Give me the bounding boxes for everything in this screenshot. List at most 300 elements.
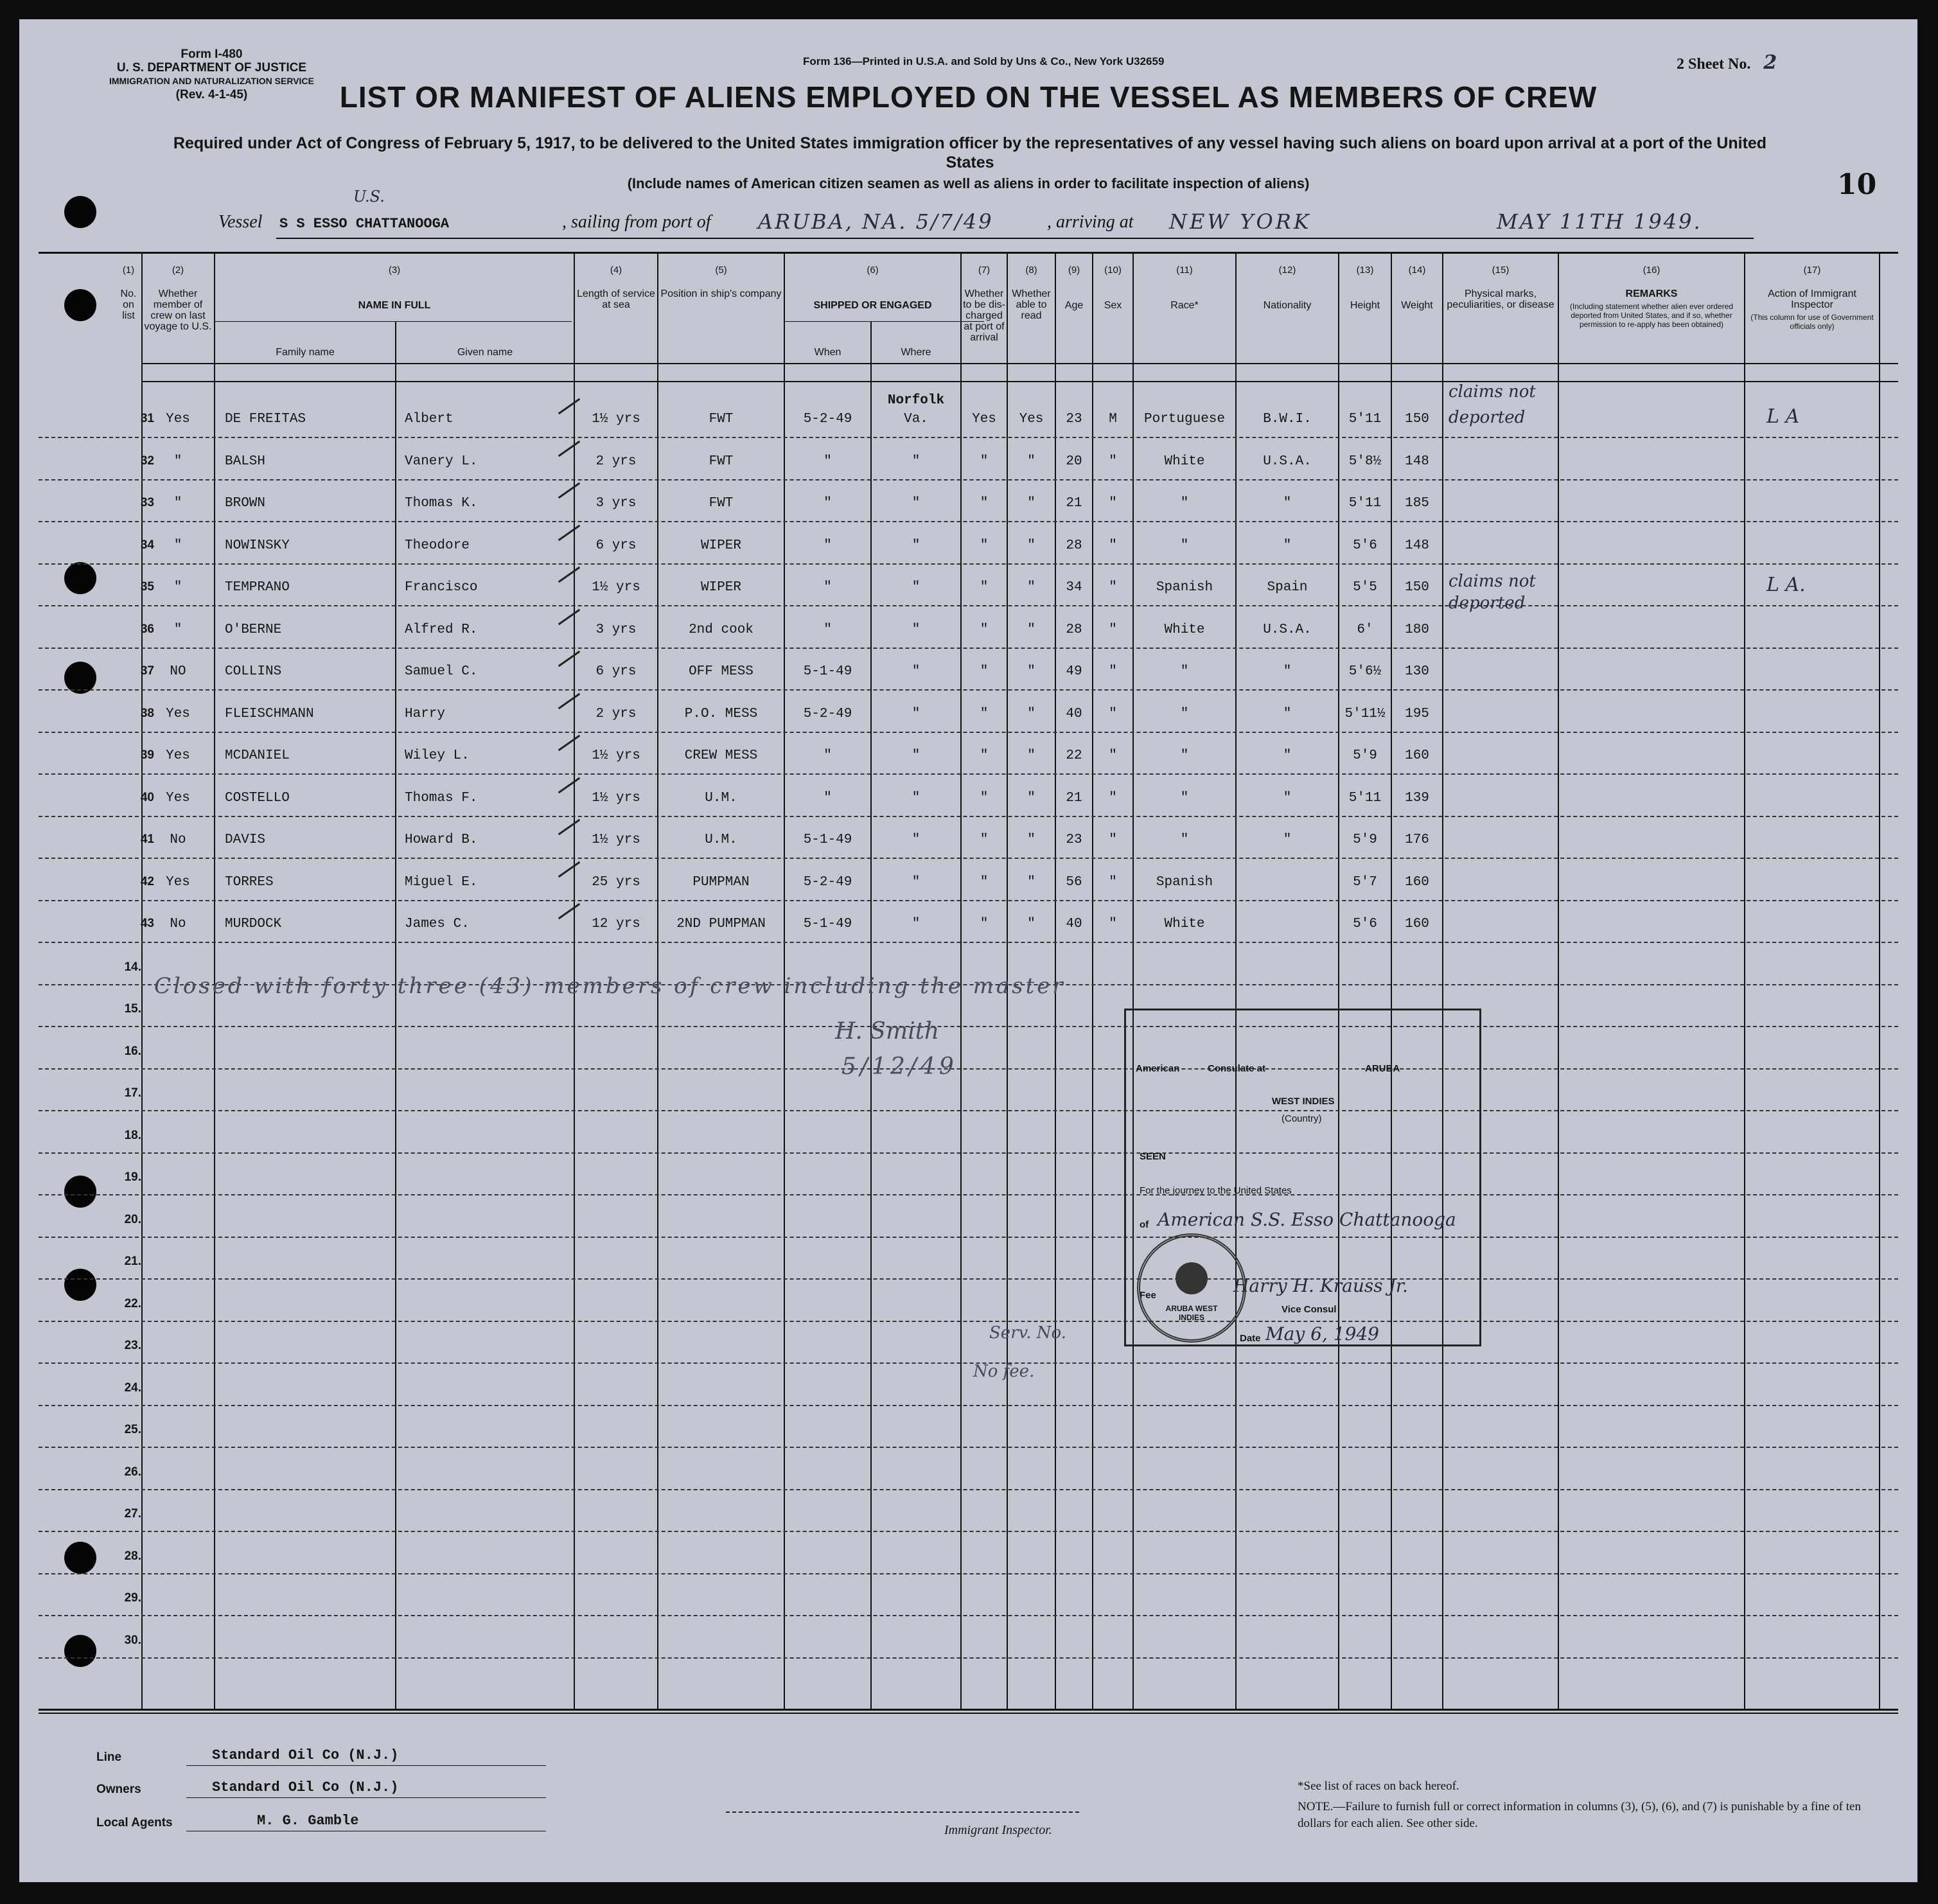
col-rule [1879, 252, 1880, 1710]
col-header-15: (15) Physical marks, peculiarities, or disease [1447, 265, 1555, 310]
printer-note: Form 136—Printed in U.S.A. and Sold by Uns & Co., New York U32659 [803, 55, 1165, 67]
cell-sex: " [1109, 790, 1117, 806]
cell-position: CREW MESS [684, 748, 758, 763]
cell-age: 21 [1066, 496, 1082, 511]
cell-when: " [824, 580, 832, 595]
row-rule [39, 479, 1898, 480]
owners-underline [186, 1797, 546, 1798]
cell-height: 5'5 [1353, 580, 1377, 595]
cell-position: PUMPMAN [692, 874, 750, 890]
cell-height: 5'11 [1348, 790, 1382, 806]
sailing-label: , sailing from port of [562, 212, 711, 232]
agents-label: Local Agents [96, 1816, 173, 1829]
cell-no: 31 [140, 412, 154, 425]
cell-where: " [912, 580, 921, 595]
col-header-1: (1) No. on list [120, 265, 137, 321]
agents-value: M. G. Gamble [257, 1813, 359, 1829]
row-rule [39, 605, 1898, 606]
cell-age: 40 [1066, 706, 1082, 721]
cell-read: Yes [1019, 412, 1044, 427]
cell-family: NOWINSKY [225, 538, 290, 553]
cell-sex: " [1109, 874, 1117, 890]
cell-race: " [1180, 664, 1189, 679]
cell-where: " [912, 833, 921, 847]
cell-nationality: U.S.A. [1263, 622, 1312, 637]
cell-given: Vanery L. [405, 454, 478, 469]
punch-hole [64, 1176, 96, 1208]
inspector-signature-line [726, 1811, 1079, 1813]
row-rule [39, 1657, 1898, 1659]
cell-where: " [912, 622, 921, 637]
vessel-annotation: U.S. [353, 188, 385, 206]
cell-prev: NO [170, 664, 186, 679]
cell-when: 5-2-49 [803, 412, 852, 427]
col-rule [1744, 252, 1745, 1710]
cell-given: Alfred R. [405, 622, 478, 637]
row-rule [39, 563, 1898, 565]
cell-discharged: " [980, 706, 989, 721]
cell-where: " [912, 917, 921, 931]
cell-discharged: " [980, 454, 989, 469]
cell-family: COSTELLO [225, 790, 290, 806]
row-rule [39, 648, 1898, 649]
cell-race: " [1180, 748, 1189, 763]
races-note: *See list of races on back hereof. [1298, 1779, 1459, 1793]
stamp-consulate-mid: Consulate at [1208, 1063, 1266, 1074]
cell-age: 22 [1066, 748, 1082, 763]
cell-given: Thomas K. [405, 496, 478, 511]
cell-age: 23 [1066, 412, 1082, 427]
cell-when: " [824, 622, 832, 637]
col-rule [1558, 252, 1559, 1710]
cell-read: " [1027, 706, 1035, 721]
vessel-name: S S ESSO CHATTANOOGA [279, 216, 450, 232]
empty-row-number: 15. [124, 1002, 141, 1016]
row-rule [39, 1531, 1898, 1532]
cell-read: " [1027, 664, 1035, 679]
stamp-journey: For the journey to the United States [1140, 1185, 1292, 1196]
cell-given: Thomas F. [405, 790, 478, 806]
col-rule [395, 321, 396, 1710]
signature-date: 5/12/49 [841, 1053, 958, 1080]
row-rule [39, 942, 1898, 943]
cell-age: 49 [1066, 664, 1082, 679]
col-header-4: (4) Length of service at sea [577, 265, 655, 310]
cell-position: WIPER [700, 580, 741, 595]
cell-discharged: " [980, 790, 989, 806]
cell-no: 37 [140, 664, 154, 678]
cell-weight: 150 [1405, 580, 1429, 595]
cell-discharged: " [980, 538, 989, 553]
cell-position: P.O. MESS [684, 706, 758, 721]
col-rule [1391, 252, 1392, 1710]
stamp-consulate-place: ARUBA [1365, 1063, 1400, 1074]
cell-no: 40 [140, 790, 154, 804]
col-rule [870, 321, 872, 1710]
cell-read: " [1027, 580, 1035, 595]
row-rule [39, 900, 1898, 901]
cell-given: Howard B. [405, 833, 478, 847]
consular-seal [1137, 1233, 1246, 1343]
stamp-fee-label: Fee [1140, 1290, 1156, 1301]
cell-where: " [912, 538, 921, 553]
stamp-officer: Vice Consul [1282, 1304, 1337, 1315]
cell-position: U.M. [705, 790, 737, 806]
cell-weight: 139 [1405, 790, 1429, 806]
cell-family: FLEISCHMANN [225, 706, 314, 721]
cell-height: 5'6 [1353, 538, 1377, 553]
cell-discharged: " [980, 874, 989, 890]
subtitle: Required under Act of Congress of February 5, 1917, to be delivered to the United States immigration officer by the representatives of any vessel having such aliens on board upon arrival at a port of the United States [173, 134, 1767, 172]
cell-where: " [912, 706, 921, 721]
cell-discharged: Yes [972, 412, 996, 427]
empty-row-number: 14. [124, 960, 141, 974]
cell-height: 5'11½ [1344, 706, 1386, 721]
cell-given: Theodore [405, 538, 470, 553]
stamp-date: May 6, 1949 [1265, 1323, 1379, 1344]
cell-race: Portuguese [1143, 412, 1226, 427]
row-rule [39, 816, 1898, 817]
cell-nationality: " [1283, 538, 1292, 553]
cell-no: 34 [140, 538, 154, 552]
cell-prev: Yes [166, 748, 190, 763]
table-bottom-rule-2 [39, 1713, 1898, 1714]
cell-age: 56 [1066, 874, 1082, 890]
cell-read: " [1027, 917, 1035, 931]
col-header-10: (10) Sex [1104, 265, 1122, 311]
cell-discharged: " [980, 748, 989, 763]
cell-weight: 130 [1405, 664, 1429, 679]
empty-row-number: 16. [124, 1044, 141, 1058]
col-header-9: (9) Age [1064, 265, 1084, 311]
cell-given: Samuel C. [405, 664, 478, 679]
cell-when: 5-1-49 [803, 833, 852, 847]
cell-height: 5'11 [1348, 412, 1382, 427]
cell-prev: Yes [166, 412, 190, 427]
cell-height: 6' [1357, 622, 1373, 637]
page-title: LIST OR MANIFEST OF ALIENS EMPLOYED ON THE VESSEL AS MEMBERS OF CREW [339, 80, 1598, 114]
cell-prev: Yes [166, 706, 190, 721]
empty-row-number: 25. [124, 1423, 141, 1436]
header-rule-2 [141, 381, 1898, 382]
cell-no: 39 [140, 748, 154, 762]
line-label: Line [96, 1750, 122, 1764]
row-rule [39, 1110, 1898, 1111]
cell-nationality: B.W.I. [1263, 412, 1312, 427]
cell-sex: " [1109, 454, 1117, 469]
row-rule [39, 1362, 1898, 1364]
cell-discharged: " [980, 917, 989, 931]
punch-hole [64, 1635, 96, 1667]
empty-row-number: 23. [124, 1339, 141, 1352]
cell-nationality: " [1283, 706, 1292, 721]
line-value: Standard Oil Co (N.J.) [212, 1747, 399, 1763]
row-rule [39, 1237, 1898, 1238]
cell-prev: " [173, 538, 182, 553]
cell-prev: Yes [166, 874, 190, 890]
cell-sex: " [1109, 833, 1117, 847]
empty-row-number: 21. [124, 1255, 141, 1268]
cell-prev: " [173, 622, 182, 637]
col-header-7: (7) Whether to be dis-charged at port of arrival [963, 265, 1005, 343]
cell-given: Harry [405, 706, 446, 721]
row-rule [39, 1447, 1898, 1448]
cell-action: L A [1766, 405, 1800, 428]
cell-when: 5-1-49 [803, 917, 852, 931]
cell-no: 36 [140, 622, 154, 636]
empty-row-number: 19. [124, 1170, 141, 1184]
cell-position: FWT [709, 496, 734, 511]
col-header-14: (14) Weight [1401, 265, 1433, 311]
punch-hole [64, 562, 96, 594]
cell-height: 5'8½ [1348, 454, 1382, 469]
cell-nationality: Spain [1267, 580, 1308, 595]
cell-discharged: " [980, 664, 989, 679]
cell-height: 5'9 [1353, 748, 1377, 763]
cell-family: BALSH [225, 454, 266, 469]
cell-where: " [912, 496, 921, 511]
cell-where: " [912, 874, 921, 890]
cell-given: James C. [405, 917, 470, 931]
cell-position: 2nd cook [689, 622, 753, 637]
col-header-5: (5) Position in ship's company [660, 265, 782, 299]
row-rule [39, 773, 1898, 775]
cell-when: " [824, 496, 832, 511]
cell-given: Albert [405, 412, 454, 427]
vessel-label: Vessel [218, 212, 263, 232]
cell-position: 2ND PUMPMAN [676, 917, 766, 931]
empty-row-number: 28. [124, 1549, 141, 1563]
cell-family: BROWN [225, 496, 266, 511]
cell-service: 1½ yrs [592, 412, 640, 427]
stamp-consulate-left: American [1136, 1063, 1180, 1074]
cell-race: White [1164, 454, 1205, 469]
cell-race: " [1180, 790, 1189, 806]
cell-family: MURDOCK [225, 917, 282, 931]
vessel-underline [276, 238, 1754, 239]
cell-service: 3 yrs [595, 622, 637, 637]
cell-height: 5'6 [1353, 917, 1377, 931]
empty-row-number: 20. [124, 1212, 141, 1226]
sheet-value: 2 [1763, 51, 1777, 74]
cell-no: 35 [140, 580, 154, 594]
cell-given: Wiley L. [405, 748, 470, 763]
empty-row-number: 18. [124, 1128, 141, 1142]
cell-sex: " [1109, 538, 1117, 553]
cell-prev: " [173, 580, 182, 595]
cell-no: 43 [140, 917, 154, 930]
inspector-label: Immigrant Inspector. [944, 1823, 1052, 1837]
cell-race: " [1180, 538, 1189, 553]
cell-prev: Yes [166, 790, 190, 806]
cell-no: 38 [140, 706, 154, 720]
col-header-3: (3) NAME IN FULL [358, 265, 431, 311]
cell-nationality: " [1283, 833, 1292, 847]
cell-family: COLLINS [225, 664, 282, 679]
cell-weight: 160 [1405, 874, 1429, 890]
punch-hole [64, 196, 96, 228]
cell-height: 5'9 [1353, 833, 1377, 847]
cell-when: " [824, 454, 832, 469]
cell-service: 25 yrs [592, 874, 640, 890]
cell-weight: 148 [1405, 538, 1429, 553]
cell-service: 6 yrs [595, 538, 637, 553]
cell-service: 12 yrs [592, 917, 640, 931]
cell-when: 5-2-49 [803, 874, 852, 890]
cell-race: Spanish [1156, 580, 1213, 595]
cell-discharged: " [980, 580, 989, 595]
cell-action: L A. [1766, 574, 1806, 596]
col-header-6: (6) SHIPPED OR ENGAGED [813, 265, 932, 311]
punch-hole [64, 1542, 96, 1574]
cell-service: 1½ yrs [592, 580, 640, 595]
line-underline [186, 1765, 546, 1766]
stamp-country-label: (Country) [1282, 1113, 1322, 1124]
empty-row-number: 17. [124, 1086, 141, 1100]
cell-age: 34 [1066, 580, 1082, 595]
cell-read: " [1027, 454, 1035, 469]
departure-port: ARUBA, NA. 5/7/49 [758, 209, 994, 234]
cell-where: " [912, 664, 921, 679]
cell-service: 2 yrs [595, 706, 637, 721]
row-rule [39, 1573, 1898, 1574]
subheader-family: Family name [276, 347, 335, 358]
cell-family: O'BERNE [225, 622, 282, 637]
cell-position: U.M. [705, 833, 737, 847]
stamp-vessel-written: American S.S. Esso Chattanooga [1158, 1209, 1456, 1230]
cell-family: MCDANIEL [225, 748, 290, 763]
eagle-emblem-icon [1176, 1262, 1208, 1294]
cell-service: 1½ yrs [592, 748, 640, 763]
table-bottom-rule [39, 1709, 1898, 1711]
subheader-when: When [814, 347, 841, 358]
cell-read: " [1027, 496, 1035, 511]
cell-family: DE FREITAS [225, 412, 306, 427]
cell-read: " [1027, 622, 1035, 637]
cell-family: TORRES [225, 874, 274, 890]
row-rule [39, 437, 1898, 438]
revision: (Rev. 4-1-45) [175, 88, 248, 101]
cell-age: 28 [1066, 538, 1082, 553]
cell-nationality: " [1283, 748, 1292, 763]
col-header-8: (8) Whether able to read [1012, 265, 1051, 321]
col-header-11: (11) Race* [1170, 265, 1199, 311]
serv-no-note: Serv. No. [989, 1323, 1066, 1343]
cell-weight: 160 [1405, 917, 1429, 931]
cell-race: White [1164, 917, 1205, 931]
cell-prev: " [173, 454, 182, 469]
cell-age: 40 [1066, 917, 1082, 931]
cell-sex: " [1109, 496, 1117, 511]
col-rule [1132, 252, 1134, 1710]
arrival-port: NEW YORK [1169, 209, 1312, 234]
cell-read: " [1027, 833, 1035, 847]
cell-discharged: " [980, 833, 989, 847]
cell-position: OFF MESS [689, 664, 753, 679]
cell-prev: No [170, 917, 186, 931]
subnote: (Include names of American citizen seamen as well as aliens in order to facilitate inspection of aliens) [627, 175, 1310, 191]
cell-family: TEMPRANO [225, 580, 290, 595]
cell-height: 5'11 [1348, 496, 1382, 511]
row-rule [39, 1068, 1898, 1070]
cell-family: DAVIS [225, 833, 266, 847]
empty-row-number: 29. [124, 1591, 141, 1605]
row-rule [39, 689, 1898, 691]
cell-sex: " [1109, 622, 1117, 637]
cell-sex: " [1109, 917, 1117, 931]
form-number: Form I-480 [181, 48, 243, 61]
cell-weight: 150 [1405, 412, 1429, 427]
subheader-given: Given name [457, 347, 513, 358]
cell-race: " [1180, 496, 1189, 511]
cell-given: Miguel E. [405, 874, 478, 890]
sheet-label: 2 Sheet No. [1677, 56, 1751, 73]
stamp-seen: SEEN [1140, 1151, 1166, 1162]
cell-read: " [1027, 538, 1035, 553]
row-rule [39, 1405, 1898, 1406]
cell-age: 28 [1066, 622, 1082, 637]
cell-where: " [912, 790, 921, 806]
stamp-date-label: Date [1240, 1333, 1261, 1344]
cell-service: 6 yrs [595, 664, 637, 679]
cell-race: " [1180, 706, 1189, 721]
cell-race: Spanish [1156, 874, 1213, 890]
cell-height: 5'7 [1353, 874, 1377, 890]
seal-text: ARUBA WEST INDIES [1165, 1304, 1218, 1322]
arriving-label: , arriving at [1047, 212, 1134, 232]
stamp-country: WEST INDIES [1272, 1096, 1335, 1107]
sheet-number [1677, 51, 1777, 74]
empty-row-number: 22. [124, 1296, 141, 1310]
cell-position: FWT [709, 412, 734, 427]
cell-service: 1½ yrs [592, 833, 640, 847]
cell-nationality: U.S.A. [1263, 454, 1312, 469]
empty-row-number: 30. [124, 1633, 141, 1647]
cell-sex: " [1109, 748, 1117, 763]
cell-read: " [1027, 874, 1035, 890]
cell-nationality: " [1283, 496, 1292, 511]
cell-when: " [824, 748, 832, 763]
cell-prev: " [173, 496, 182, 511]
cell-weight: 185 [1405, 496, 1429, 511]
cell-position: WIPER [700, 538, 741, 553]
cell-weight: 160 [1405, 748, 1429, 763]
col-rule [1092, 252, 1093, 1710]
cell-read: " [1027, 748, 1035, 763]
corner-number: 10 [1837, 168, 1877, 201]
cell-when: " [824, 790, 832, 806]
cell-read: " [1027, 790, 1035, 806]
fee-note: No fee. [973, 1362, 1035, 1381]
punch-hole [64, 289, 96, 321]
row-rule [39, 1489, 1898, 1490]
col-header-17: (17) Action of Immigrant Inspector (This column for use of Government officials only) [1750, 265, 1874, 331]
owners-value: Standard Oil Co (N.J.) [212, 1779, 399, 1795]
row-rule [39, 732, 1898, 733]
cell-sex: " [1109, 706, 1117, 721]
row-rule [39, 1615, 1898, 1616]
department: U. S. DEPARTMENT OF JUSTICE [116, 61, 307, 75]
cell-service: 2 yrs [595, 454, 637, 469]
physical-marks-row-31: claims not deported [1449, 382, 1536, 427]
row-rule [39, 521, 1898, 522]
cell-when: 5-1-49 [803, 664, 852, 679]
footer-note: NOTE.—Failure to furnish full or correct information in columns (3), (5), (6), and (7) is punishable by a fine of ten dollars for each alien. See other side. [1298, 1800, 1861, 1830]
row-rule [39, 1321, 1898, 1322]
physical-marks-row-35: claims not deported [1449, 572, 1536, 613]
cell-where: " [912, 454, 921, 469]
cell-weight: 195 [1405, 706, 1429, 721]
